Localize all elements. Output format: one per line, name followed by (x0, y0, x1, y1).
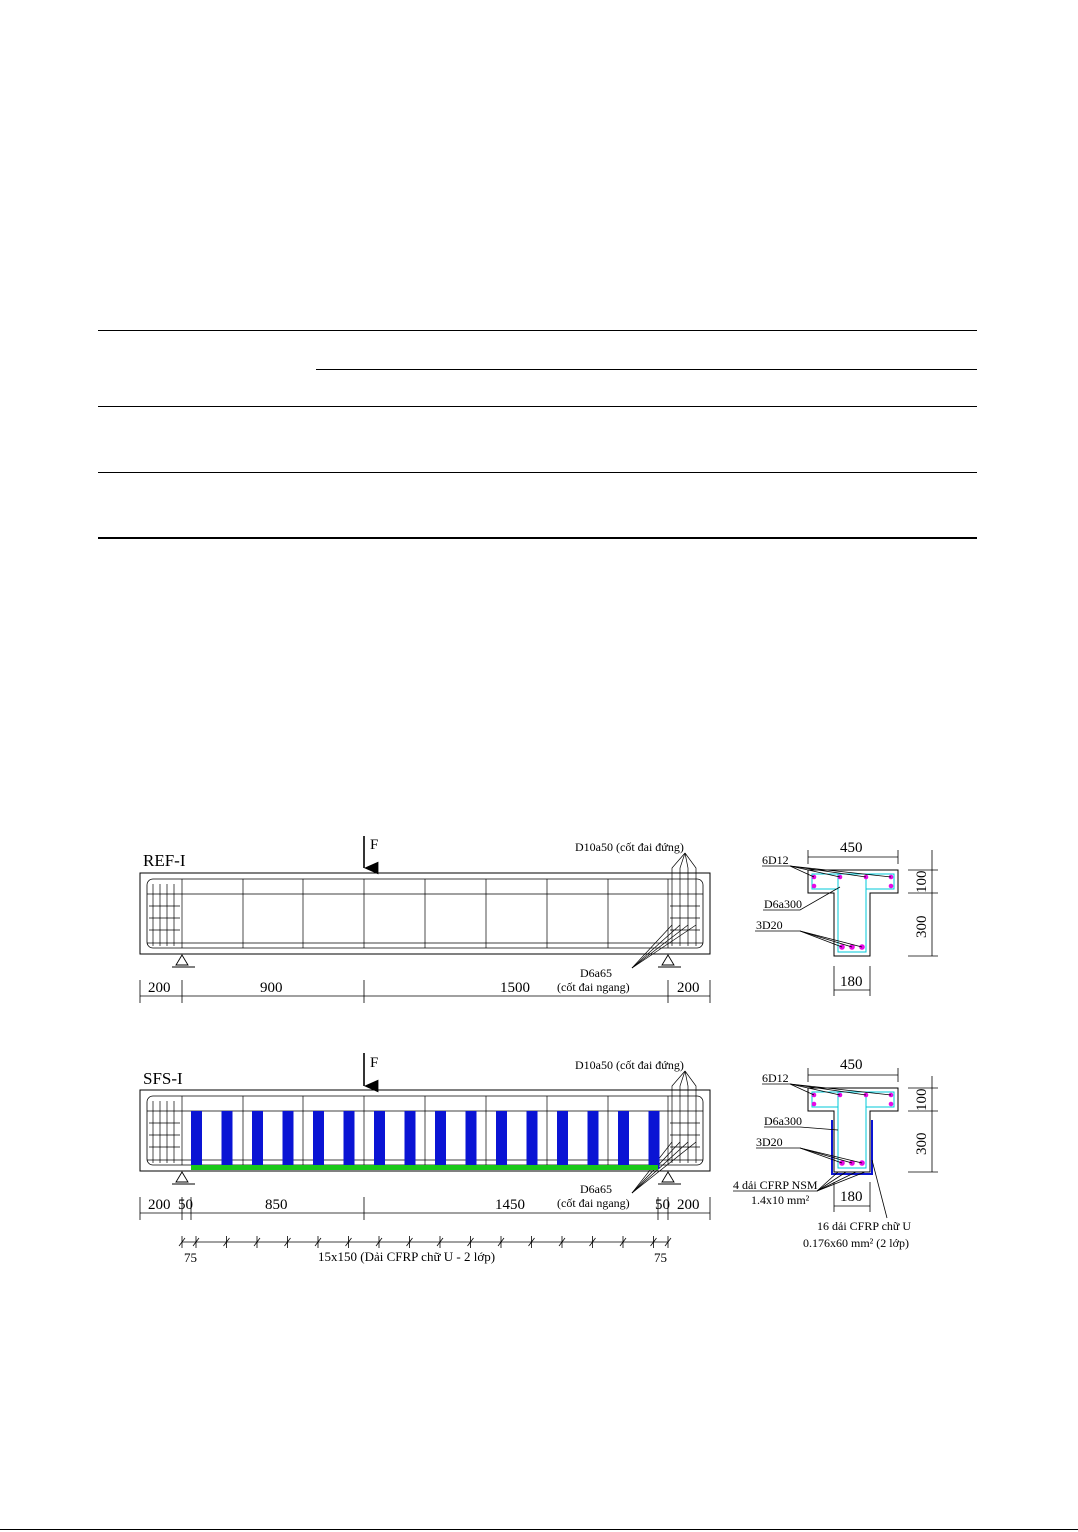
ref-title: REF-I (143, 851, 186, 870)
strip-spacing-dimension (179, 1236, 671, 1248)
cfrp-u-strip (618, 1111, 629, 1169)
ref-bottom-bars-label: 3D20 (756, 918, 783, 932)
sfs-top-bars-label: 6D12 (762, 1071, 789, 1085)
cfrp-u-strip (222, 1111, 233, 1169)
ref-dim-3: 1500 (500, 980, 530, 996)
ref-dim-2: 900 (260, 980, 283, 996)
ref-section-web-depth: 300 (914, 915, 930, 938)
sfs-stirrup-horizontal-note: (cốt đai ngang) (557, 1196, 630, 1210)
cfrp-u-strip (496, 1111, 507, 1169)
strip-dim-left: 75 (184, 1250, 197, 1265)
sfs-elevation (140, 1053, 710, 1265)
ref-elevation (140, 836, 710, 1003)
strip-dim-right: 75 (654, 1250, 667, 1265)
ref-stirrup-label: D6a300 (764, 897, 802, 911)
ref-section-web-width: 180 (840, 974, 863, 990)
ref-load-label: F (370, 837, 379, 853)
sfs-dim-5: 50 (655, 1197, 670, 1213)
sfs-dim-2: 50 (178, 1197, 193, 1213)
cfrp-u-strip (344, 1111, 355, 1169)
cfrp-u-strip (313, 1111, 324, 1169)
ref-cross-section (755, 840, 938, 996)
sfs-nsm-label: 4 dải CFRP NSM (733, 1178, 818, 1192)
cfrp-u-strip (527, 1111, 538, 1169)
sfs-u-label: 16 dải CFRP chữ U (817, 1219, 912, 1233)
sfs-cross-section (733, 1057, 938, 1250)
sfs-dim-1: 200 (148, 1197, 171, 1213)
ref-dim-1: 200 (148, 980, 171, 996)
sfs-stirrup-label: D6a300 (764, 1114, 802, 1128)
cfrp-u-strip (588, 1111, 599, 1169)
sfs-bottom-bars-label: 3D20 (756, 1135, 783, 1149)
cfrp-u-strip (283, 1111, 294, 1169)
cfrp-u-strip (466, 1111, 477, 1169)
sfs-section-flange-depth: 100 (914, 1088, 930, 1111)
ref-stirrup-horizontal-label: D6a65 (580, 966, 612, 980)
cfrp-u-strip (191, 1111, 202, 1169)
cfrp-u-strip (649, 1111, 660, 1169)
sfs-dim-6: 200 (677, 1197, 700, 1213)
sfs-section-web-width: 180 (840, 1189, 863, 1205)
cfrp-u-strip (435, 1111, 446, 1169)
sfs-title: SFS-I (143, 1069, 183, 1088)
ref-section-flange-depth: 100 (914, 870, 930, 893)
strip-dim-mid: 15x150 (Dải CFRP chữ U - 2 lớp) (318, 1249, 496, 1264)
sfs-u-size: 0.176x60 mm² (2 lớp) (803, 1236, 909, 1250)
ref-stirrup-vertical-label: D10a50 (cốt đai đứng) (575, 840, 684, 854)
cfrp-u-strip (557, 1111, 568, 1169)
ref-dim-4: 200 (677, 980, 700, 996)
ref-section-width: 450 (840, 840, 863, 856)
sfs-dim-3: 850 (265, 1197, 288, 1213)
sfs-load-label: F (370, 1055, 379, 1071)
sfs-nsm-size: 1.4x10 mm² (751, 1193, 810, 1207)
cfrp-u-strip (405, 1111, 416, 1169)
sfs-stirrup-horizontal-label: D6a65 (580, 1182, 612, 1196)
sfs-section-width: 450 (840, 1057, 863, 1073)
cfrp-u-strip (374, 1111, 385, 1169)
sfs-stirrup-vertical-label: D10a50 (cốt đai đứng) (575, 1058, 684, 1072)
sfs-dim-4: 1450 (495, 1197, 525, 1213)
ref-stirrup-horizontal-note: (cốt đai ngang) (557, 980, 630, 994)
ref-top-bars-label: 6D12 (762, 853, 789, 867)
sfs-section-web-depth: 300 (914, 1132, 930, 1155)
cfrp-nsm-strip (191, 1165, 658, 1170)
cfrp-u-strip (252, 1111, 263, 1169)
